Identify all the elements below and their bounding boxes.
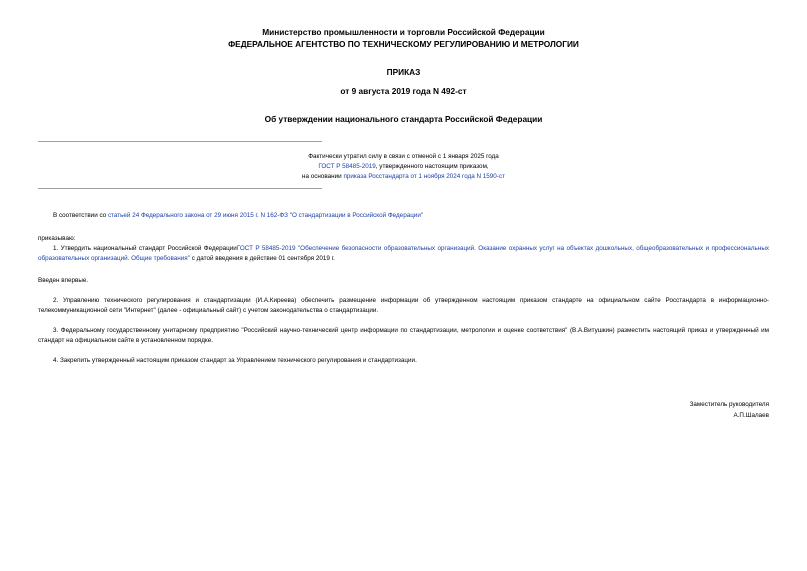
bottom-divider — [38, 188, 322, 189]
status-note-line3: на основании приказа Росстандарта от 1 ноября 2024 года N 1590-ст — [302, 173, 505, 180]
rosstandart-order-link[interactable]: приказа Росстандарта от 1 ноября 2024 года N 1590-ст — [343, 173, 505, 180]
signatory-name: А.П.Шалаев — [733, 412, 769, 419]
item-2-paragraph: 2. Управлению технического регулирования и стандартизации (И.А.Киреева) обеспечить размещение информации об утвержденном настоящим приказом стандарте на официальном сайте Росстандарта в информационно-телекоммуникационной сети "Интернет" (далее - официальный сайт) с учетом законодательства о стандартизации. — [38, 297, 769, 314]
ministry-heading: Министерство промышленности и торговли Российской Федерации — [262, 27, 545, 37]
agency-heading: ФЕДЕРАЛЬНОЕ АГЕНТСТВО ПО ТЕХНИЧЕСКОМУ РЕГУЛИРОВАНИЮ И МЕТРОЛОГИИ — [228, 39, 579, 49]
document-title: Об утверждении национального стандарта Российской Федерации — [264, 114, 543, 124]
order-word: приказываю: — [38, 235, 76, 242]
basis-paragraph: В соответствии со статьей 24 Федерального закона от 29 июня 2015 г. N 162-ФЗ "О стандартизации в Российской Федерации" — [53, 212, 424, 219]
federal-law-link[interactable]: статьей 24 Федерального закона от 29 июня 2015 г. N 162-ФЗ "О стандартизации в Российской Федерации" — [107, 212, 424, 219]
signatory-position: Заместитель руководителя — [689, 401, 769, 408]
item-1-paragraph: 1. Утвердить национальный стандарт Российской ФедерацииГОСТ Р 58485-2019 "Обеспечение безопасности образовательных организаций. Оказание охранных услуг на объектах дошкольных, общеобразовательных и профессиональных образовательных организаций. Общие требования" с датой введения в действие 01 сентября 2019 г. — [38, 245, 769, 262]
standard-link[interactable]: ГОСТ Р 58485-2019 "Обеспечение безопасности образовательных организаций. Оказание охранных услуг на объектах дошкольных, общеобразовательных и профессиональных образовательных организаций. Общие требования" — [38, 245, 769, 262]
gost-link[interactable]: ГОСТ Р 58485-2019 — [318, 163, 376, 170]
item-3-paragraph: 3. Федеральному государственному унитарному предприятию "Российский научно-технический центр информации по стандартизации, метрологии и оценке соответствия" (В.А.Витушкин) разместить настоящий приказ и утвержденный им стандарт на официальном сайте в установленном порядке. — [38, 327, 769, 344]
top-divider — [38, 141, 322, 142]
status-note-line2: ГОСТ Р 58485-2019, утвержденного настоящим приказом, — [318, 163, 489, 170]
item-4-paragraph: 4. Закрепить утвержденный настоящим приказом стандарт за Управлением технического регулирования и стандартизации. — [53, 357, 417, 364]
document-date-number: от 9 августа 2019 года N 492-ст — [340, 86, 467, 96]
first-time-note: Введен впервые. — [38, 277, 89, 284]
document-type: ПРИКАЗ — [386, 67, 421, 77]
status-note-line1: Фактически утратил силу в связи с отменой с 1 января 2025 года — [308, 153, 499, 160]
